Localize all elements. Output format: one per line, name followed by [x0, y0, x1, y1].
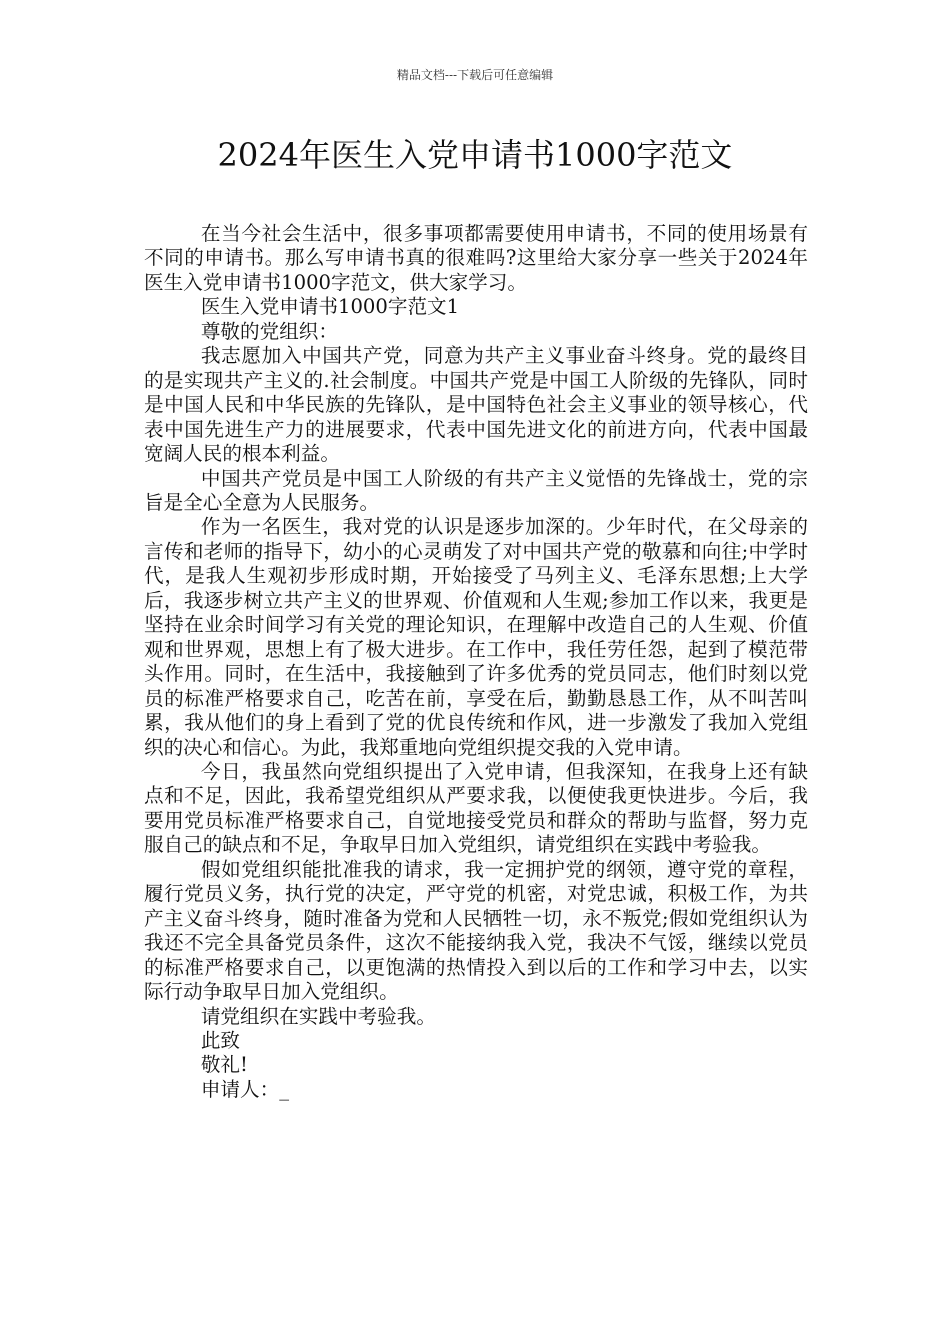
closing-line-2: 敬礼! — [200, 1053, 248, 1077]
page-header-note: 精品文档---下载后可任意编辑 — [396, 68, 554, 82]
body-paragraph: 中国共产党员是中国工人阶级的有共产主义觉悟的先锋战士，党的宗旨是全心全意为人民服务。 — [144, 466, 808, 514]
intro-paragraph: 在当今社会生活中，很多事项都需要使用申请书，不同的使用场景有不同的申请书。那么写申请书真的很难吗?这里给大家分享一些关于2024年医生入党申请书1000字范文，供大家学习。 — [144, 222, 808, 294]
section-heading: 医生入党申请书1000字范文1 — [200, 295, 460, 319]
signature-line: 申请人：_ — [200, 1077, 289, 1101]
body-paragraph: 作为一名医生，我对党的认识是逐步加深的。少年时代，在父母亲的言传和老师的指导下，幼小的心灵萌发了对中国共产党的敬慕和向往;中学时代，是我人生观初步形成时期，开始接受了马列主义、毛泽东思想;上大学后，我逐步树立共产主义的世界观、价值观和人生观;参加工作以来，我更是坚持在业余时间学习有关党的理论知识，在理解中改造自己的人生观、价值观和世界观，思想上有了极大进步。在工作中，我任劳任怨，起到了模范带头作用。同时，在生活中，我接触到了许多优秀的党员同志，他们时刻以党员的标准严格要求自己，吃苦在前，享受在后，勤勤恳恳工作，从不叫苦叫累，我从他们的身上看到了党的优良传统和作风，进一步激发了我加入党组织的决心和信心。为此，我郑重地向党组织提交我的入党申请。 — [144, 515, 808, 759]
body-paragraph: 假如党组织能批准我的请求，我一定拥护党的纲领，遵守党的章程，履行党员义务，执行党的决定，严守党的机密，对党忠诚，积极工作，为共产主义奋斗终身，随时准备为党和人民牺牲一切，永不叛党;假如党组织认为我还不完全具备党员条件，这次不能接纳我入党，我决不气馁，继续以党员的标准严格要求自己，以更饱满的热情投入到以后的工作和学习中去，以实际行动争取早日加入党组织。 — [144, 857, 808, 1004]
salutation: 尊敬的党组织： — [200, 319, 338, 343]
document-body — [144, 222, 808, 1102]
document-title: 2024年医生入党申请书1000字范文 — [217, 136, 733, 174]
closing-line-1: 此致 — [200, 1028, 241, 1052]
closing-request: 请党组织在实践中考验我。 — [200, 1004, 436, 1028]
body-paragraph: 我志愿加入中国共产党，同意为共产主义事业奋斗终身。党的最终目的是实现共产主义的.社会制度。中国共产党是中国工人阶级的先锋队，同时是中国人民和中华民族的先锋队，是中国特色社会主义事业的领导核心，代表中国先进生产力的进展要求，代表中国先进文化的前进方向，代表中国最宽阔人民的根本利益。 — [144, 344, 808, 466]
body-paragraph: 今日，我虽然向党组织提出了入党申请，但我深知，在我身上还有缺点和不足，因此，我希望党组织从严要求我，以便使我更快进步。今后，我要用党员标准严格要求自己，自觉地接受党员和群众的帮助与监督，努力克服自己的缺点和不足，争取早日加入党组织，请党组织在实践中考验我。 — [144, 759, 808, 857]
